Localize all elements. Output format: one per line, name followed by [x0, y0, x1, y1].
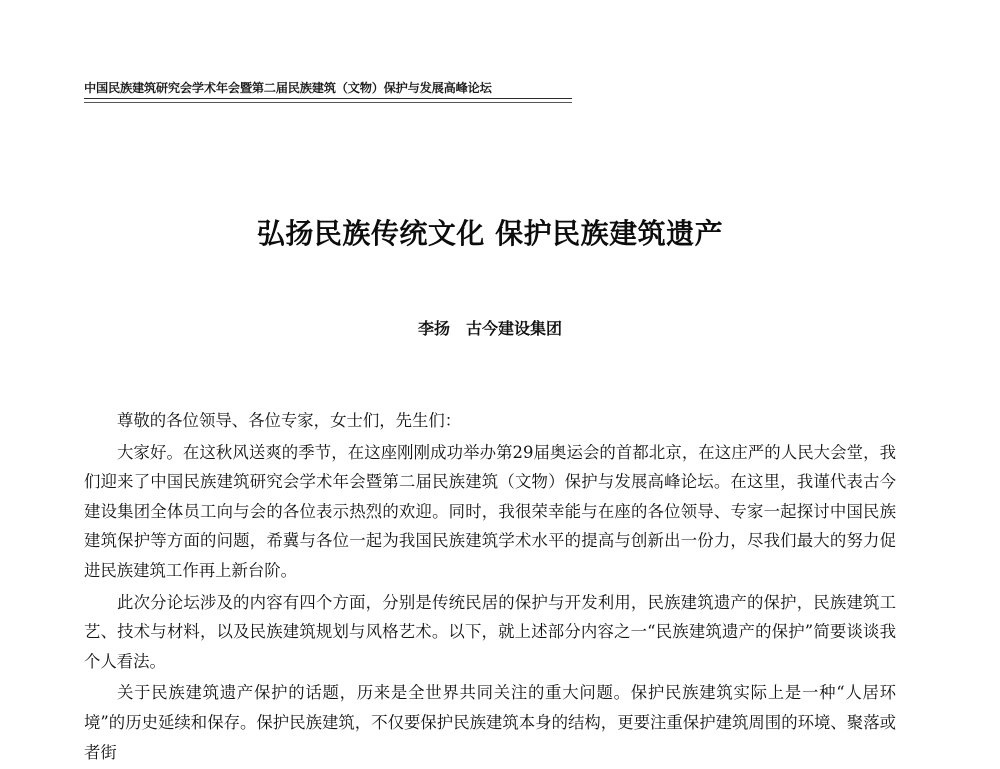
author-organization: 古今建设集团 [466, 319, 563, 338]
byline [0, 318, 980, 340]
document-title: 弘扬民族传统文化 保护民族建筑遗产 [256, 217, 724, 250]
body-text [84, 406, 896, 769]
author-name: 李扬 [417, 319, 450, 338]
paragraph-greeting: 大家好。在这秋风送爽的季节，在这座刚刚成功举办第29届奥运会的首都北京，在这庄严的人民大会堂，我们迎来了中国民族建筑研究会学术年会暨第二届民族建筑（文物）保护与发展高峰论坛。在这里，我谨代表古今建设集团全体员工向与会的各位表示热烈的欢迎。同时，我很荣幸能与在座的各位领导、专家一起探讨中国民族建筑保护等方面的问题，希冀与各位一起为我国民族建筑学术水平的提高与创新出一份力，尽我们最大的努力促进民族建筑工作再上新台阶。 [84, 442, 896, 580]
paragraph-heritage-protection: 关于民族建筑遗产保护的话题，历来是全世界共同关注的重大问题。保护民族建筑实际上是一种“人居环境”的历史延续和保存。保护民族建筑，不仅要保护民族建筑本身的结构，更要注重保护建筑周围的环境、聚落或者街 [84, 683, 896, 762]
paragraph-salutation: 尊敬的各位领导、各位专家，女士们，先生们： [117, 411, 462, 430]
paragraph-forum-topics: 此次分论坛涉及的内容有四个方面，分别是传统民居的保护与开发利用，民族建筑遗产的保护，民族建筑工艺、技术与材料，以及民族建筑规划与风格艺术。以下，就上述部分内容之一“民族建筑遗产的保护”简要谈谈我个人看法。 [84, 592, 896, 671]
running-header: 中国民族建筑研究会学术年会暨第二届民族建筑（文物）保护与发展高峰论坛 [84, 80, 572, 99]
